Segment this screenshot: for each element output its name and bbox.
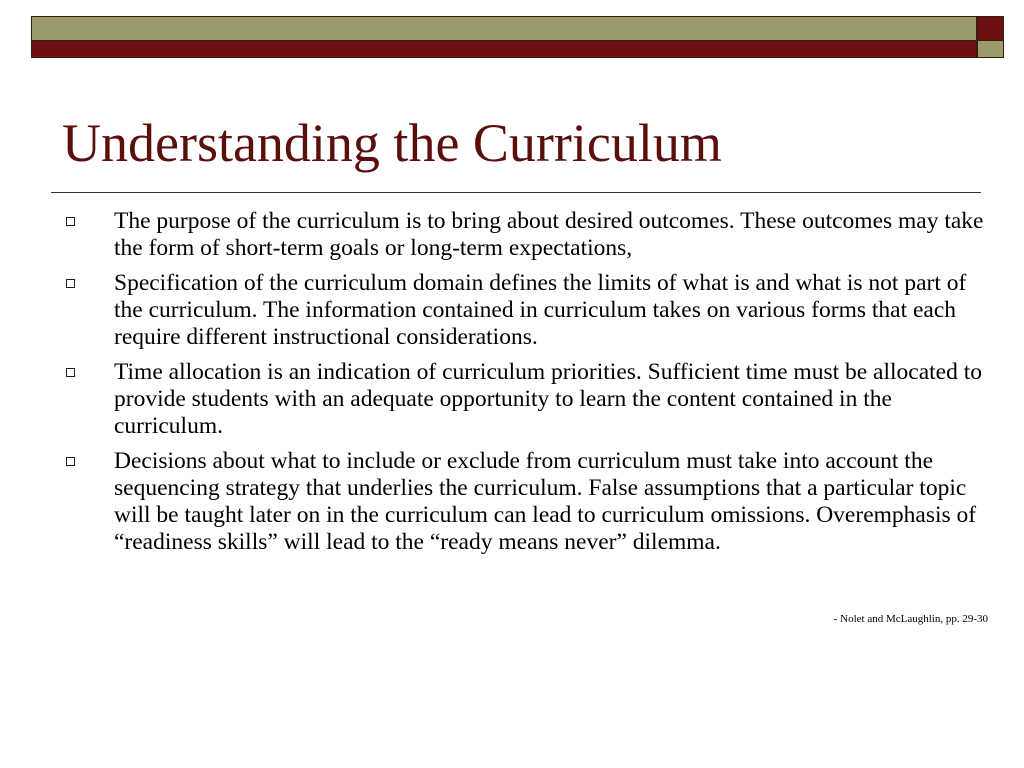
bullet-item — [66, 270, 986, 351]
bullet-item — [66, 448, 986, 556]
bullet-item — [66, 208, 986, 262]
slide-title: Understanding the Curriculum — [62, 113, 722, 173]
bullet-item — [66, 359, 986, 440]
hollow-square-icon — [66, 279, 75, 288]
citation: - Nolet and McLaughlin, pp. 29-30 — [833, 613, 988, 625]
hollow-square-icon — [66, 368, 75, 377]
header-bar-maroon — [31, 41, 977, 58]
bullet-text: Decisions about what to include or exclude from curriculum must take into account the sequencing strategy that underlies the curriculum. False assumptions that a particular topic will be taught later on in the curriculum can lead to curriculum omissions. Overemphasis of “readiness skills” will lead to the “ready means never” dilemma. — [114, 448, 977, 555]
title-divider — [51, 192, 981, 193]
hollow-square-icon — [66, 457, 75, 466]
header-square-olive — [977, 41, 1004, 58]
hollow-square-icon — [66, 217, 75, 226]
header-square-maroon — [977, 16, 1004, 41]
bullet-list — [66, 208, 986, 564]
header-bar-olive — [31, 16, 977, 41]
bullet-text: Specification of the curriculum domain defines the limits of what is and what is not part of the curriculum. The information contained in curriculum takes on various forms that each require different instructional considerations. — [114, 270, 967, 350]
bullet-text: Time allocation is an indication of curriculum priorities. Sufficient time must be allocated to provide students with an adequate opportunity to learn the content contained in the curriculum. — [114, 359, 983, 439]
bullet-text: The purpose of the curriculum is to bring about desired outcomes. These outcomes may take the form of short-term goals or long-term expectations, — [114, 208, 984, 261]
